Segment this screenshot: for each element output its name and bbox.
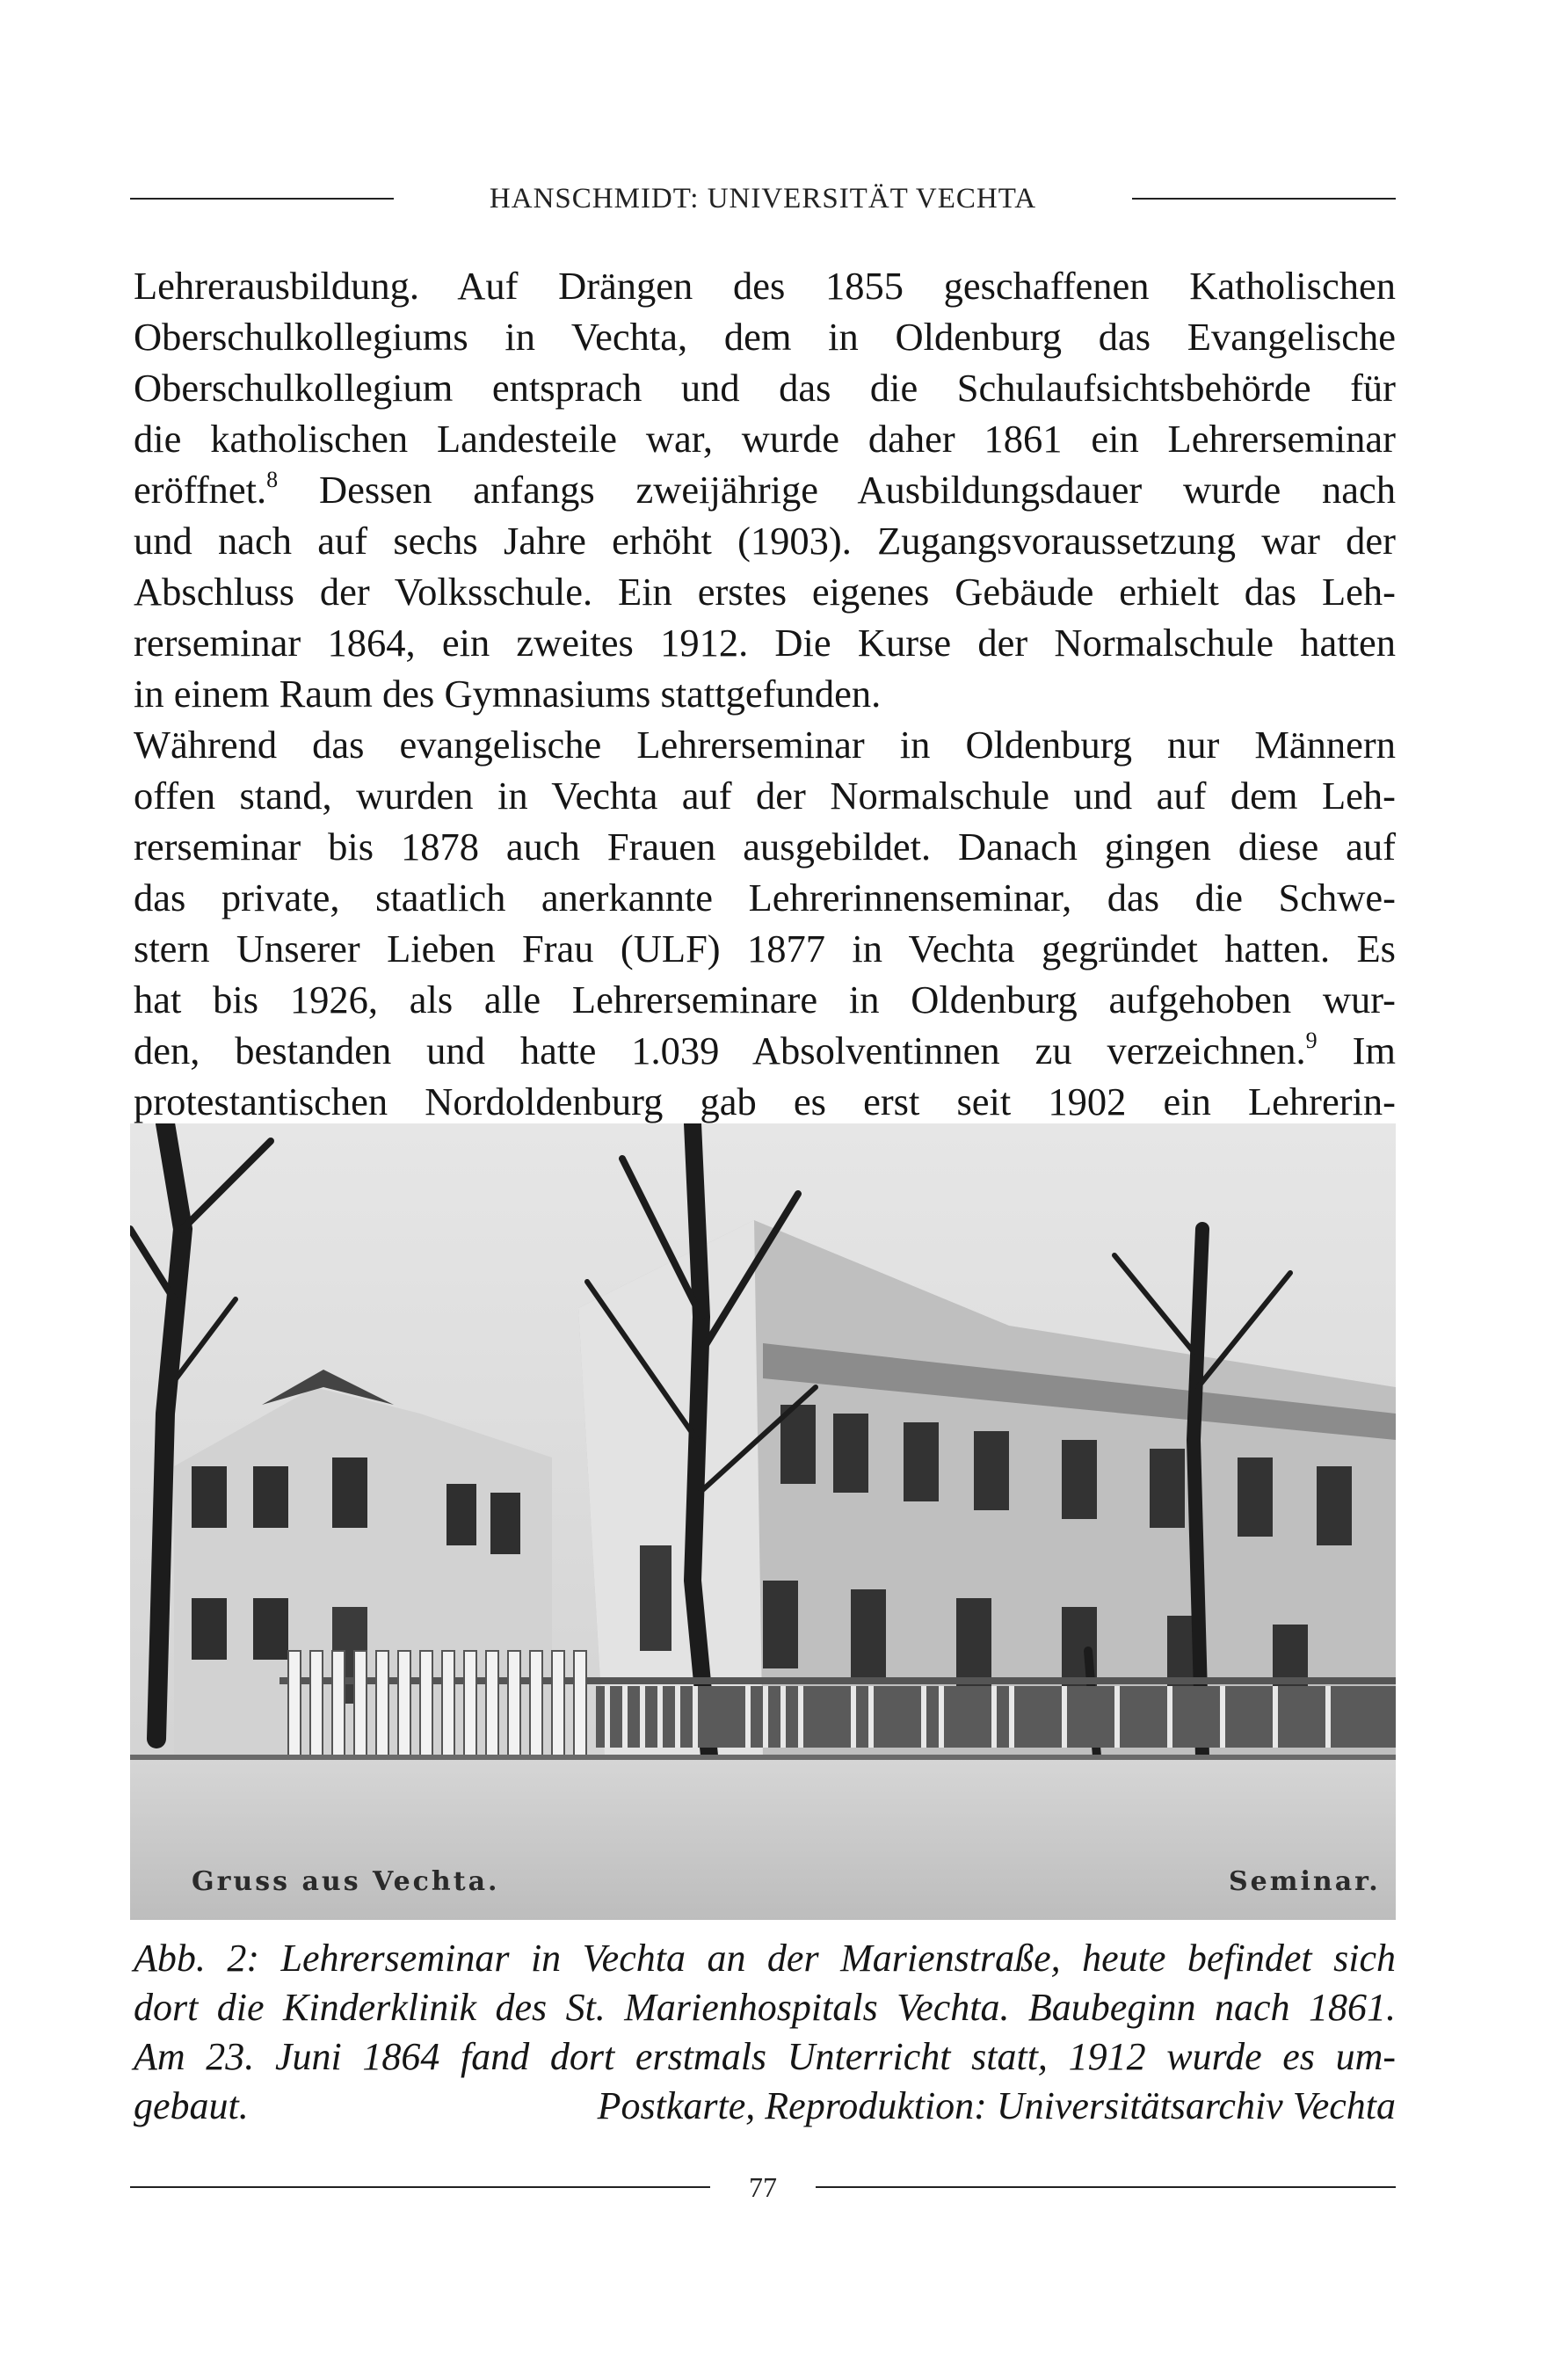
body-line: rerseminar 1864, ein zweites 1912. Die Kurse der Normalschule hatten [134,621,1396,665]
footer-rule-right [816,2186,1396,2188]
body-line: die katholischen Landesteile war, wurde daher 1861 ein Lehrerseminar [134,417,1396,461]
body-line: Oberschulkollegiums in Vechta, dem in Oldenburg das Evangelische [134,315,1396,359]
footnote-marker-9: 9 [1305,1028,1318,1054]
caption-line: dort die Kinderklinik des St. Marienhospitals Vechta. Baubeginn nach 1861. [134,1986,1396,2029]
body-line-lead: eröffnet. [134,468,267,512]
body-line: das private, staatlich anerkannte Lehrerinnenseminar, das die Schwe- [134,876,1396,920]
body-line-rest: Dessen anfangs zweijährige Ausbildungsdauer wurde nach [318,468,1397,512]
page-footer [130,2170,1396,2205]
page-number: 77 [749,2170,777,2203]
header-rule-right [1132,198,1396,200]
footnote-marker-8: 8 [266,467,279,493]
body-line: stern Unserer Lieben Frau (ULF) 1877 in Vechta gegründet hatten. Es [134,927,1396,970]
body-line: hat bis 1926, als alle Lehrerseminare in Oldenburg aufgehoben wur- [134,978,1396,1021]
body-text [134,260,1396,1127]
caption-last-line [134,2082,1396,2131]
running-header [130,172,1396,225]
figure-caption [134,1934,1396,2131]
running-title: HANSCHMIDT: UNIVERSITÄT VECHTA [489,182,1037,214]
body-line: offen stand, wurden in Vechta auf der Normalschule und auf dem Leh- [134,774,1396,818]
body-line-with-footnote [134,464,1396,515]
header-rule-left [130,198,394,200]
body-line: Abschluss der Volksschule. Ein erstes eigenes Gebäude erhielt das Leh- [134,570,1396,614]
body-line-with-footnote [134,1025,1396,1076]
body-line-tail: Im [1352,1029,1396,1072]
body-line: Während das evangelische Lehrerseminar in Oldenburg nur Männern [134,723,1396,767]
historic-postcard-photo [130,1123,1396,1920]
body-line: und nach auf sechs Jahre erhöht (1903). Zugangsvoraussetzung war der [134,519,1396,563]
footer-rule-left [130,2186,710,2188]
body-line-text: den, bestanden und hatte 1.039 Absolventinnen zu verzeichnen. [134,1029,1306,1072]
postcard-label: Seminar. [1229,1866,1381,1897]
caption-credit: Postkarte, Reproduktion: Universitätsarchiv Vechta [597,2084,1396,2127]
body-line: rerseminar bis 1878 auch Frauen ausgebildet. Danach gingen diese auf [134,825,1396,869]
caption-line-end: gebaut. [134,2084,249,2127]
postcard-illustration [130,1123,1396,1920]
body-line: Oberschulkollegium entsprach und das die Schulaufsichtsbehörde für [134,366,1396,410]
caption-line: Am 23. Juni 1864 fand dort erstmals Unterricht statt, 1912 wurde es um- [134,2035,1396,2078]
body-line: protestantischen Nordoldenburg gab es erst seit 1902 ein Lehrerin- [134,1079,1396,1123]
postcard-greeting: Gruss aus Vechta. [192,1866,500,1897]
body-line: in einem Raum des Gymnasiums stattgefunden. [134,672,882,716]
caption-line: Abb. 2: Lehrerseminar in Vechta an der Marienstraße, heute befindet sich [134,1937,1396,1980]
body-line: Lehrerausbildung. Auf Drängen des 1855 geschaffenen Katholischen [134,264,1396,308]
